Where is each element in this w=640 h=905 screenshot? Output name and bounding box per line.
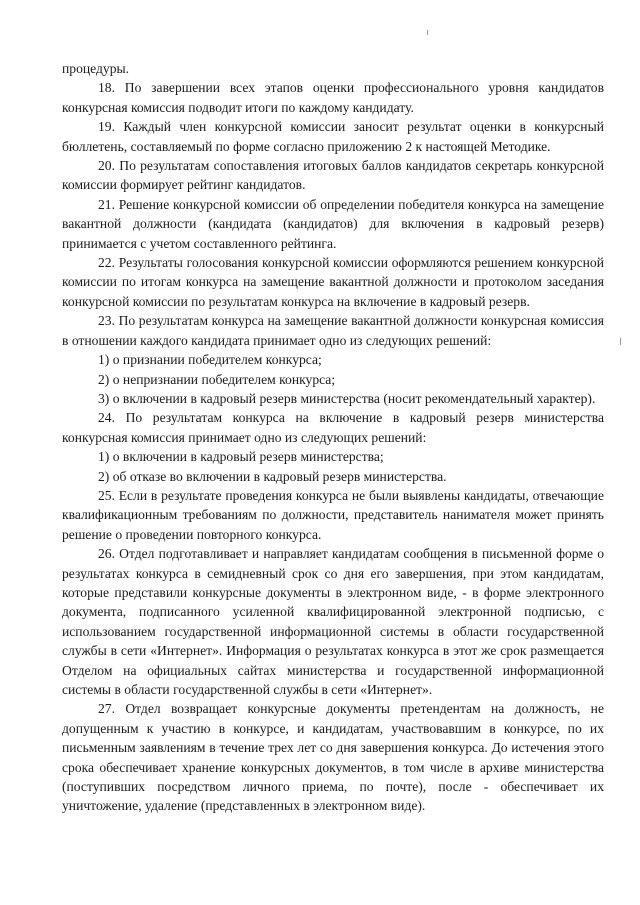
list-item-23-1: 1) о признании победителем конкурса;: [98, 352, 322, 368]
scan-mark-right: [620, 338, 621, 345]
paragraph-22: 22. Результаты голосования конкурсной комиссии оформляются решением конкурсной комиссии по итогам конкурса на замещение вакантной должности и протоколом заседания конкурсной комиссии по результатам конкурса на включение в кадровый резерв.: [62, 255, 604, 309]
paragraph-18: 18. По завершении всех этапов оценки профессионального уровня кандидатов конкурсная комиссия подводит итоги по каждому кандидату.: [62, 80, 604, 115]
list-item-23-3: 3) о включении в кадровый резерв министерства (носит рекомендательный характер).: [98, 390, 596, 406]
document-page: [62, 59, 604, 816]
paragraph-21: 21. Решение конкурсной комиссии об определении победителя конкурса на замещение вакантной должности (кандидата (кандидатов) для включения в кадровый резерв) принимается с учетом составленного рейтинга.: [62, 196, 604, 251]
paragraph-20: 20. По результатам сопоставления итоговых баллов кандидатов секретарь конкурсной комиссии формирует рейтинг кандидатов.: [62, 158, 604, 193]
list-item-23-2: 2) о непризнании победителем конкурса;: [98, 371, 336, 387]
paragraph-19: 19. Каждый член конкурсной комиссии заносит результат оценки в конкурсный бюллетень, составляемый по форме согласно приложению 2 к настоящей Методике.: [62, 119, 604, 154]
list-item-24-1: 1) о включении в кадровый резерв министерства;: [98, 449, 384, 465]
scan-mark-top: [427, 30, 428, 35]
paragraph-25: 25. Если в результате проведения конкурса не были выявлены кандидаты, отвечающие квалификационным требованиям по должности, представитель нанимателя может принять решение о проведении повторного конкурса.: [62, 487, 604, 542]
paragraph-26: 26. Отдел подготавливает и направляет кандидатам сообщения в письменной форме о результатах конкурса в семидневный срок со дня его завершения, при этом кандидатам, которые представили конкурсные документы в электронном виде, - в форме электронного документа, подписанного усиленной квалифицированной электронной подписью, с использованием государственной информационной системы в области государственной службы в сети «Интернет». Информация о результатах конкурса в этот же срок размещается Отделом на официальных сайтах министерства и государственной информационной системы в области государственной службы в сети «Интернет».: [62, 546, 604, 697]
paragraph-continuation: процедуры.: [62, 61, 130, 76]
list-item-24-2: 2) об отказе во включении в кадровый резерв министерства.: [98, 468, 447, 484]
paragraph-27: 27. Отдел возвращает конкурсные документы претендентам на должность, не допущенным к участию в конкурсе, и кандидатам, участвовавшим в конкурсе, по их письменным заявлениям в течение трех лет со дня завершения конкурса. До истечения этого срока обеспечивает хранение конкурсных документов, в том числе в архиве министерства (поступивших посредством личного приема, по почте), после - обеспечивает их уничтожение, удаление (представленных в электронном виде).: [62, 701, 604, 814]
paragraph-23: 23. По результатам конкурса на замещение вакантной должности конкурсная комиссия в отношении каждого кандидата принимает одно из следующих решений:: [62, 313, 604, 348]
paragraph-24: 24. По результатам конкурса на включение в кадровый резерв министерства конкурсная комиссия принимает одно из следующих решений:: [62, 410, 604, 445]
